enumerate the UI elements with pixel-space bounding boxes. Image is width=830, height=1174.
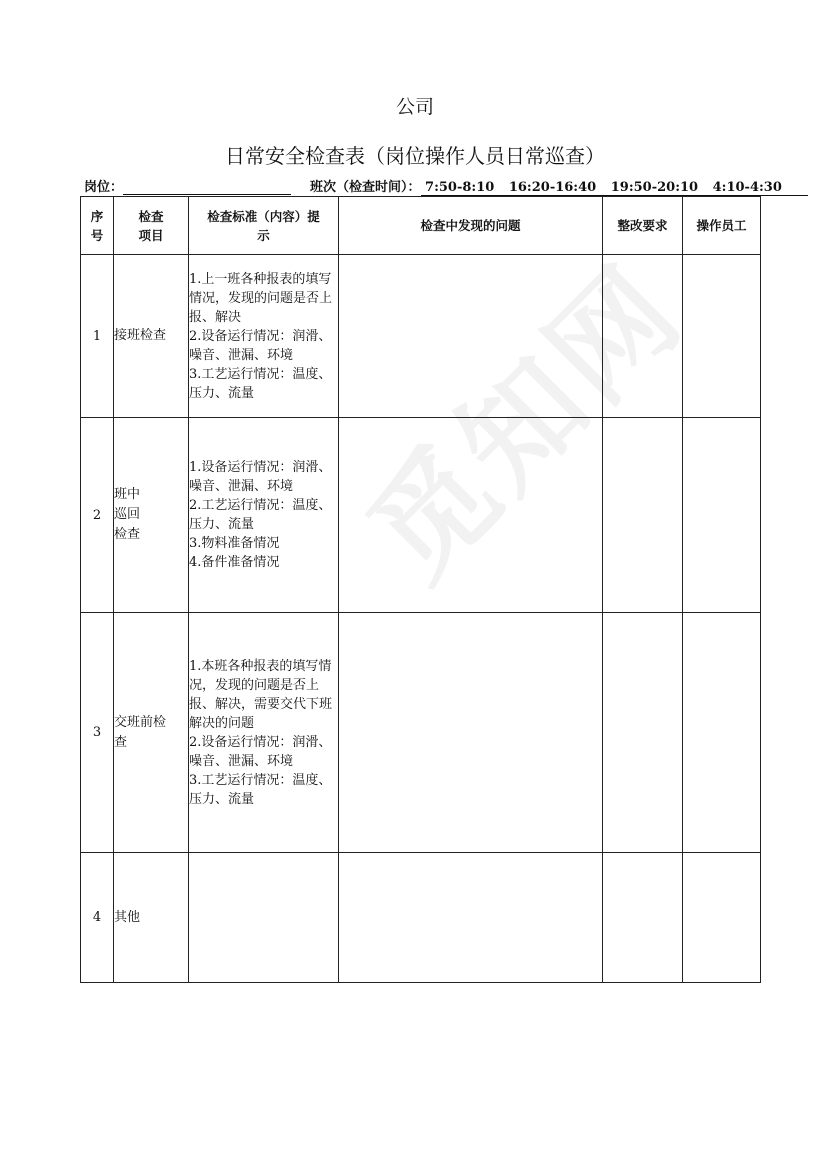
row-standard (189, 613, 339, 853)
header-rectify: 整改要求 (603, 197, 683, 255)
standard-line: 1.设备运行情况：润滑、噪音、泄漏、环境 (189, 460, 332, 494)
row-standard (189, 853, 339, 983)
standard-line: 1.上一班各种报表的填写情况，发现的问题是否上报、解决 (189, 271, 333, 325)
shift-time: 7:50-8:10 (425, 180, 495, 195)
table-row (81, 613, 761, 853)
row-item: 交班前检查 (114, 613, 189, 853)
post-field[interactable] (123, 179, 291, 195)
standard-line: 2.设备运行情况：润滑、噪音、泄漏、环境 (189, 328, 332, 363)
shift-label: 班次（检查时间）： (310, 180, 421, 195)
rectify-cell[interactable] (603, 613, 683, 853)
standard-line: 2.设备运行情况：润滑、噪音、泄漏、环境 (189, 734, 332, 769)
table-row (81, 255, 761, 418)
company-name: 公司 (395, 96, 434, 118)
operator-cell[interactable] (683, 418, 761, 613)
row-item: 班中巡回检查 (114, 418, 189, 613)
table-row (81, 418, 761, 613)
standard-line: 3.工艺运行情况：温度、压力、流量 (189, 366, 332, 401)
standard-line: 3.物料准备情况 (189, 536, 280, 551)
watermark: 觅知网 (343, 240, 710, 607)
info-line (84, 176, 782, 198)
issues-cell[interactable] (339, 255, 603, 418)
row-seq: 1 (81, 255, 114, 418)
post-label: 岗位： (84, 180, 124, 195)
row-item: 接班检查 (114, 255, 189, 418)
rectify-cell[interactable] (603, 255, 683, 418)
rectify-cell[interactable] (603, 853, 683, 983)
row-item: 其他 (114, 853, 189, 983)
table-row (81, 853, 761, 983)
row-seq: 2 (81, 418, 114, 613)
operator-cell[interactable] (683, 255, 761, 418)
header-seq: 序号 (81, 197, 114, 255)
issues-cell[interactable] (339, 613, 603, 853)
operator-cell[interactable] (683, 853, 761, 983)
shift-time: 4:10-4:30 (712, 180, 782, 195)
header-issues: 检查中发现的问题 (339, 197, 603, 255)
table-header-row (81, 197, 761, 255)
header-operator: 操作员工 (683, 197, 761, 255)
row-seq: 4 (81, 853, 114, 983)
header-standard: 检查标准（内容）提示 (189, 197, 339, 255)
row-standard (189, 418, 339, 613)
standard-line: 4.备件准备情况 (189, 555, 280, 570)
page-title: 日常安全检查表（岗位操作人员日常巡查） (225, 144, 605, 168)
row-seq: 3 (81, 613, 114, 853)
standard-line: 2.工艺运行情况：温度、压力、流量 (189, 498, 332, 532)
inspection-table (80, 196, 761, 983)
standard-line: 3.工艺运行情况：温度、压力、流量 (189, 772, 332, 807)
operator-cell[interactable] (683, 613, 761, 853)
issues-cell[interactable] (339, 853, 603, 983)
issues-cell[interactable] (339, 418, 603, 613)
row-standard (189, 255, 339, 418)
header-item: 检查项目 (114, 197, 189, 255)
shift-times (421, 180, 808, 196)
standard-line: 1.本班各种报表的填写情况，发现的问题是否上报、解决，需要交代下班解决的问题 (189, 658, 333, 731)
rectify-cell[interactable] (603, 418, 683, 613)
shift-time: 19:50-20:10 (610, 180, 699, 195)
shift-time: 16:20-16:40 (508, 180, 597, 195)
